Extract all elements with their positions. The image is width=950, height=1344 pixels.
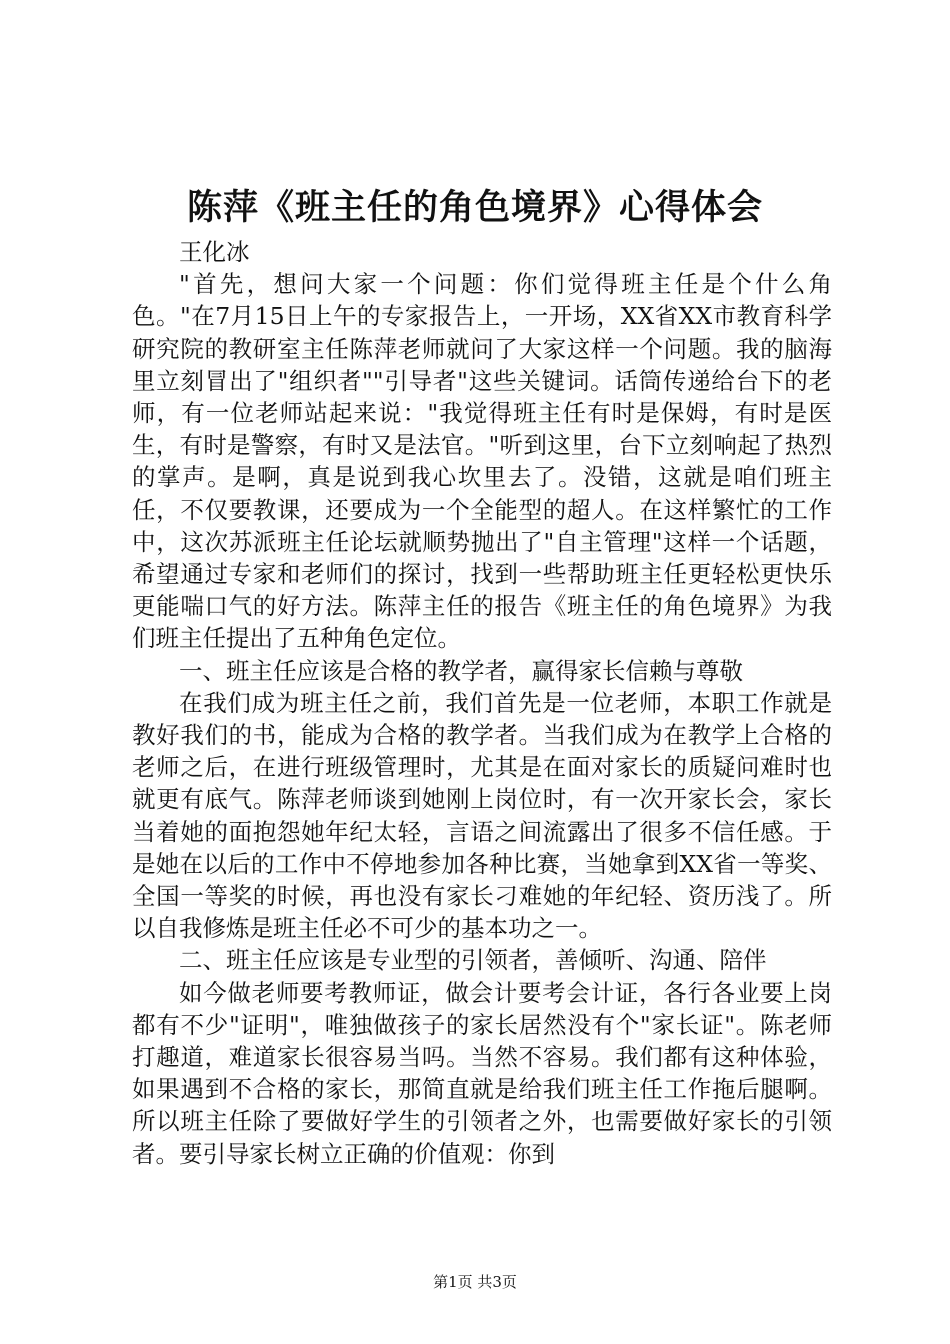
section-heading-1: 一、班主任应该是合格的教学者，赢得家长信赖与尊敬 [179,656,743,685]
author-line: 王化冰 [179,238,250,266]
paragraph-section-2: 如今做老师要考教师证，做会计要考会计证，各行各业要上岗都有不少"证明"，唯独做孩子的家长居然没有个"家长证"。陈老师打趣道，难道家长很容易当吗。当然不容易。我们都有这种体验，如果遇到不合格的家长，那简直就是给我们班主任工作拖后腿啊。所以班主任除了要做好学生的引领者之外，也需要做好家长的引领者。要引导家长树立正确的价值观：你到 [132,978,832,1168]
page-footer: 第1页 共3页 [433,1273,517,1291]
paragraph-section-1: 在我们成为班主任之前，我们首先是一位老师，本职工作就是教好我们的书，能成为合格的教学者。当我们成为在教学上合格的老师之后，在进行班级管理时，尤其是在面对家长的质疑问难时也就更有底气。陈萍老师谈到她刚上岗位时，有一次开家长会，家长当着她的面抱怨她年纪太轻，言语之间流露出了很多不信任感。于是她在以后的工作中不停地参加各种比赛，当她拿到XX省一等奖、全国一等奖的时候，再也没有家长刁难她的年纪轻、资历浅了。所以自我修炼是班主任必不可少的基本功之一。 [132,688,832,943]
paragraph-intro: "首先，想问大家一个问题：你们觉得班主任是个什么角色。"在7月15日上午的专家报告上，一开场，XX省XX市教育科学研究院的教研室主任陈萍老师就问了大家这样一个问题。我的脑海里立刻冒出了"组织者""引导者"这些关键词。话筒传递给台下的老师，有一位老师站起来说："我觉得班主任有时是保姆，有时是医生，有时是警察，有时又是法官。"听到这里，台下立刻响起了热烈的掌声。是啊，真是说到我心坎里去了。没错，这就是咱们班主任，不仅要教课，还要成为一个全能型的超人。在这样繁忙的工作中，这次苏派班主任论坛就顺势抛出了"自主管理"这样一个话题，希望通过专家和老师们的探讨，找到一些帮助班主任更轻松更快乐更能喘口气的好方法。陈萍主任的报告《班主任的角色境界》为我们班主任提出了五种角色定位。 [132,270,832,653]
document-body [132,236,832,1170]
section-heading-2: 二、班主任应该是专业型的引领者，善倾听、沟通、陪伴 [179,946,767,975]
document-title: 陈萍《班主任的角色境界》心得体会 [186,187,763,228]
